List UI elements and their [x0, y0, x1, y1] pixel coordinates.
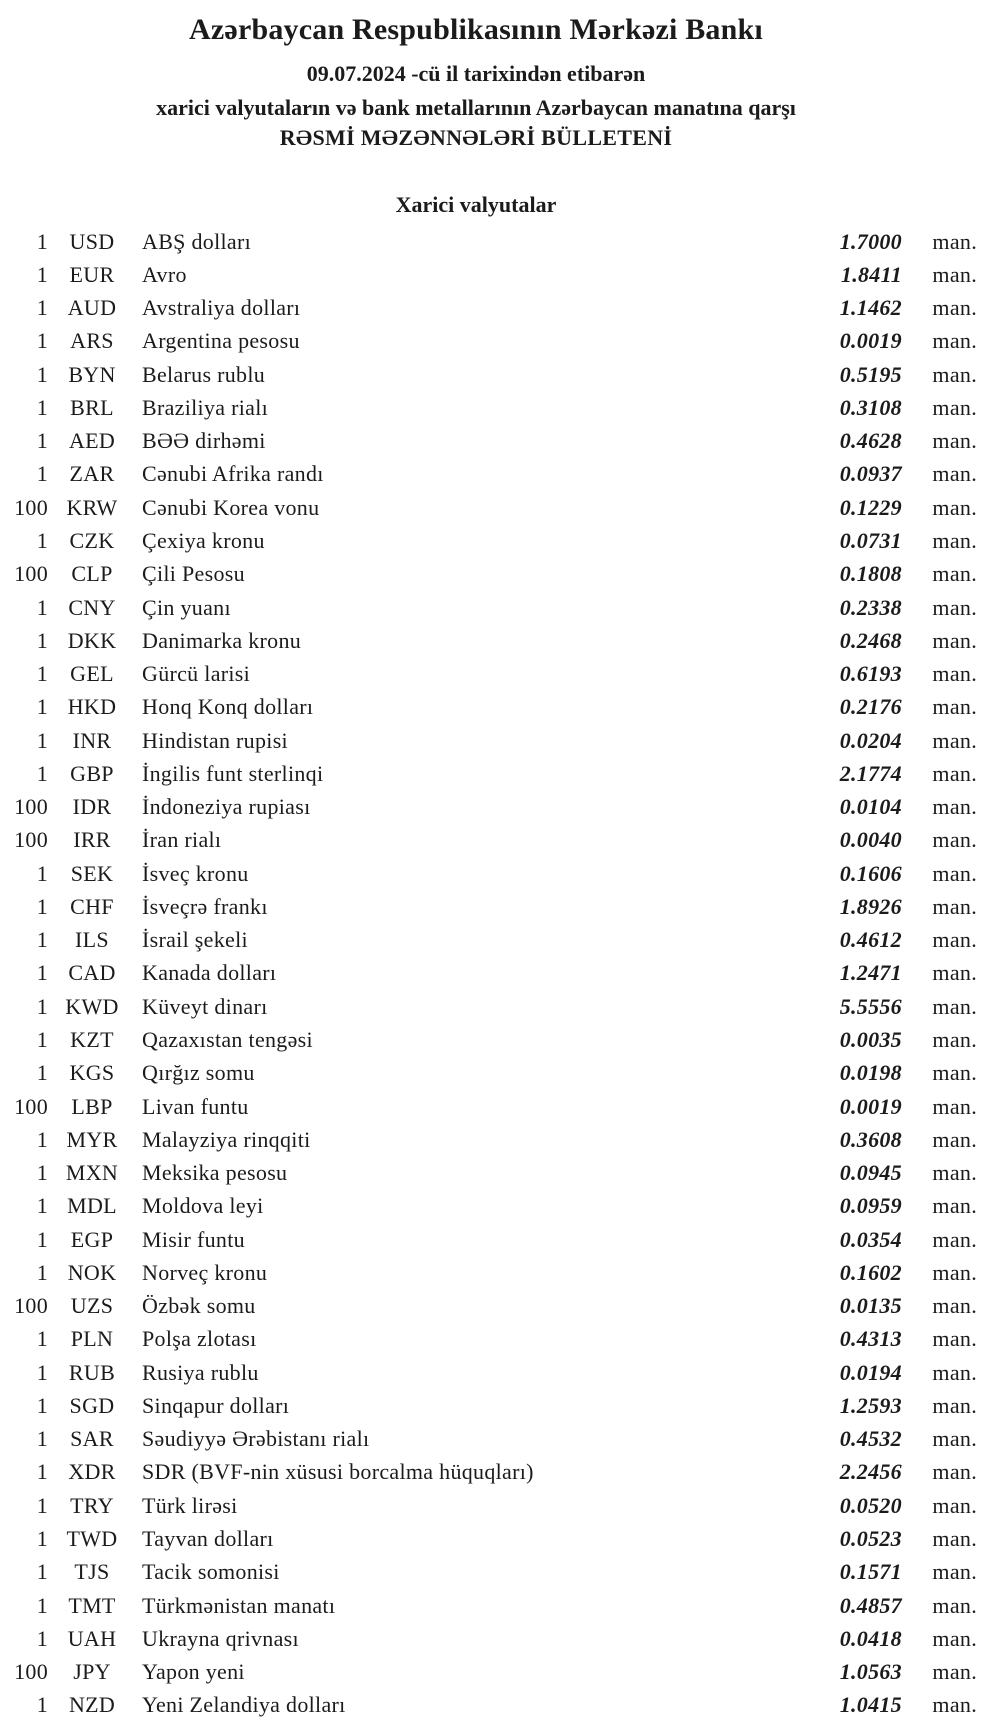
currency-quantity: 1	[36, 760, 48, 786]
currency-quantity: 1	[36, 727, 48, 753]
currency-rate: 0.2468	[839, 627, 902, 653]
currency-name: Çexiya kronu	[142, 528, 265, 554]
currency-row	[0, 491, 977, 524]
currency-quantity: 100	[14, 1659, 48, 1685]
effective-date-line: 09.07.2024 -cü il tarixindən etibarən	[306, 61, 646, 86]
currency-rate: 0.0194	[839, 1359, 902, 1385]
currency-quantity: 1	[36, 1426, 48, 1452]
currency-name: Avstraliya dolları	[142, 295, 301, 321]
currency-code: MXN	[65, 1160, 119, 1186]
currency-quantity: 1	[36, 1392, 48, 1418]
currency-row	[0, 1423, 977, 1456]
currency-code: EUR	[69, 261, 115, 287]
currency-row	[0, 1057, 977, 1090]
currency-rate: 1.2471	[839, 960, 902, 986]
currency-name: Gürcü larisi	[142, 661, 251, 687]
currency-name: ABŞ dolları	[142, 228, 252, 254]
currency-name: Meksika pesosu	[142, 1160, 288, 1186]
currency-rate: 0.0959	[839, 1193, 902, 1219]
currency-quantity: 100	[14, 1293, 48, 1319]
currency-rate: 0.2176	[839, 694, 902, 720]
currency-name: Misir funtu	[142, 1226, 245, 1252]
currency-name: Türk lirəsi	[142, 1492, 238, 1518]
currency-row	[0, 757, 977, 790]
currency-code: TJS	[74, 1559, 110, 1585]
currency-rate: 1.0563	[839, 1659, 902, 1685]
currency-row	[0, 890, 977, 923]
currency-rate: 0.3108	[839, 394, 902, 420]
currency-name: SDR (BVF-nin xüsusi borcalma hüquqları)	[142, 1459, 534, 1485]
currency-rate: 0.0937	[839, 461, 902, 487]
currency-unit: man.	[932, 1559, 977, 1585]
currency-rate: 1.0415	[839, 1692, 902, 1718]
currency-unit: man.	[932, 661, 977, 687]
currency-name: Cənubi Korea vonu	[142, 494, 320, 520]
currency-code: BYN	[68, 361, 116, 387]
currency-rate: 0.0945	[839, 1160, 902, 1186]
currency-row	[0, 1323, 977, 1356]
currency-code: CZK	[69, 528, 115, 554]
currency-name: Honq Konq dolları	[142, 694, 314, 720]
currency-row	[0, 425, 977, 458]
currency-quantity: 1	[36, 328, 48, 354]
currency-code: GBP	[70, 760, 114, 786]
currency-code: GEL	[70, 661, 114, 687]
currency-quantity: 1	[36, 1492, 48, 1518]
currency-code: KGS	[69, 1060, 115, 1086]
currency-code: LBP	[71, 1093, 113, 1119]
currency-quantity: 1	[36, 528, 48, 554]
currency-code: AED	[68, 428, 116, 454]
currency-row	[0, 1389, 977, 1422]
currency-unit: man.	[932, 1592, 977, 1618]
currency-quantity: 1	[36, 627, 48, 653]
currency-rate: 0.2338	[839, 594, 902, 620]
currency-rate: 0.0204	[839, 727, 902, 753]
currency-quantity: 1	[36, 1459, 48, 1485]
currency-code: KZT	[70, 1027, 114, 1052]
currency-unit: man.	[932, 394, 977, 420]
currency-code: KWD	[65, 993, 119, 1019]
currency-code: INR	[72, 727, 112, 753]
currency-row	[0, 824, 977, 857]
currency-name: İsveçrə frankı	[142, 893, 268, 919]
currency-rate: 0.0523	[839, 1525, 902, 1551]
currency-rate: 0.0135	[839, 1293, 902, 1319]
currency-unit: man.	[932, 1692, 977, 1718]
currency-quantity: 1	[36, 594, 48, 620]
currency-rate: 0.3608	[839, 1126, 902, 1152]
currency-unit: man.	[932, 1525, 977, 1551]
currency-row	[0, 691, 977, 724]
currency-row	[0, 957, 977, 990]
currency-row	[0, 1356, 977, 1389]
currency-row	[0, 1256, 977, 1289]
currency-row	[0, 1290, 977, 1323]
currency-rate: 0.1606	[839, 860, 902, 886]
currency-quantity: 1	[36, 428, 48, 454]
currency-quantity: 1	[36, 1625, 48, 1651]
currency-unit: man.	[932, 1293, 977, 1319]
currency-unit: man.	[932, 927, 977, 953]
currency-unit: man.	[932, 893, 977, 919]
currency-name: Livan funtu	[142, 1093, 249, 1119]
currency-rate: 1.1462	[839, 295, 902, 321]
currency-code: ARS	[70, 328, 114, 354]
currency-unit: man.	[932, 1126, 977, 1152]
currency-row	[0, 624, 977, 657]
currency-code: BRL	[70, 394, 114, 420]
currency-code: AUD	[67, 295, 117, 321]
currency-name: Qazaxıstan tengəsi	[142, 1027, 313, 1052]
currency-code: MDL	[67, 1193, 117, 1219]
currency-rate: 0.0019	[839, 1093, 902, 1119]
currency-code: HKD	[67, 694, 117, 720]
currency-row	[0, 1090, 977, 1123]
currency-name: Yeni Zelandiya dolları	[142, 1692, 346, 1718]
currency-unit: man.	[932, 1259, 977, 1285]
currency-rate: 0.0731	[839, 528, 902, 554]
currency-row	[0, 458, 977, 491]
currency-quantity: 1	[36, 1592, 48, 1618]
currency-code: UAH	[67, 1625, 117, 1651]
currency-rate: 1.2593	[839, 1392, 902, 1418]
currency-row	[0, 358, 977, 391]
currency-code: XDR	[68, 1459, 116, 1485]
bulletin-title: RƏSMİ MƏZƏNNƏLƏRİ BÜLLETENİ	[279, 125, 673, 150]
currency-code: KRW	[66, 494, 118, 520]
currency-quantity: 1	[36, 1060, 48, 1086]
currency-unit: man.	[932, 794, 977, 820]
currency-unit: man.	[932, 295, 977, 321]
currency-code: TMT	[68, 1592, 116, 1618]
currency-name: İran rialı	[142, 827, 222, 853]
currency-name: Çin yuanı	[142, 594, 231, 620]
currency-name: İsveç kronu	[142, 860, 249, 886]
currency-unit: man.	[932, 1426, 977, 1452]
currency-unit: man.	[932, 461, 977, 487]
currency-row	[0, 325, 977, 358]
currency-code: USD	[69, 228, 115, 254]
currency-row	[0, 1456, 977, 1489]
currency-name: Belarus rublu	[142, 361, 266, 387]
currency-unit: man.	[932, 827, 977, 853]
currency-row	[0, 591, 977, 624]
currency-code: IRR	[73, 827, 111, 853]
currency-quantity: 1	[36, 461, 48, 487]
currency-code: CLP	[71, 561, 113, 587]
currency-code: SEK	[70, 860, 114, 886]
currency-name: Çili Pesosu	[142, 561, 245, 587]
currency-quantity: 1	[36, 228, 48, 254]
currency-unit: man.	[932, 261, 977, 287]
currency-quantity: 100	[14, 794, 48, 820]
currency-rate: 0.0019	[839, 328, 902, 354]
currency-row	[0, 990, 977, 1023]
currency-name: Özbək somu	[142, 1293, 256, 1319]
currency-quantity: 1	[36, 1259, 48, 1285]
currency-row	[0, 225, 977, 258]
currency-rate: 0.1229	[839, 494, 902, 520]
bulletin-subtitle: xarici valyutaların və bank metallarının Azərbaycan manatına qarşı	[156, 95, 796, 120]
currency-code: EGP	[70, 1226, 114, 1252]
currency-rate: 0.0040	[839, 827, 902, 853]
currency-code: MYR	[66, 1126, 118, 1152]
currency-rate: 0.0198	[839, 1060, 902, 1086]
currency-quantity: 1	[36, 661, 48, 687]
currency-name: Tacik somonisi	[142, 1559, 280, 1585]
currency-quantity: 1	[36, 1359, 48, 1385]
currency-quantity: 1	[36, 1525, 48, 1551]
currency-row	[0, 1190, 977, 1223]
currency-row	[0, 1589, 977, 1622]
currency-name: Avro	[142, 261, 187, 287]
currency-quantity: 1	[36, 694, 48, 720]
currency-rate: 0.0104	[839, 794, 902, 820]
currency-quantity: 1	[36, 1692, 48, 1718]
currency-unit: man.	[932, 594, 977, 620]
currency-name: Cənubi Afrika randı	[142, 461, 324, 487]
currency-unit: man.	[932, 993, 977, 1019]
currency-quantity: 1	[36, 1126, 48, 1152]
currency-quantity: 1	[36, 1160, 48, 1186]
currency-quantity: 100	[14, 827, 48, 853]
currency-code: CHF	[70, 893, 114, 919]
currency-code: CNY	[68, 594, 116, 620]
currency-row	[0, 1223, 977, 1256]
currency-name: Norveç kronu	[142, 1259, 268, 1285]
currency-name: Moldova leyi	[142, 1193, 264, 1219]
currency-rate: 5.5556	[839, 993, 902, 1019]
currency-name: Səudiyyə Ərəbistanı rialı	[142, 1426, 370, 1452]
currency-unit: man.	[932, 1193, 977, 1219]
currency-name: Ukrayna qrivnası	[142, 1625, 299, 1651]
currency-quantity: 1	[36, 893, 48, 919]
currency-unit: man.	[932, 561, 977, 587]
currency-row	[0, 258, 977, 291]
currency-name: Türkmənistan manatı	[142, 1592, 336, 1618]
currency-rate: 0.5195	[839, 361, 902, 387]
currency-name: Hindistan rupisi	[142, 727, 288, 753]
currency-unit: man.	[932, 328, 977, 354]
currency-name: İsrail şekeli	[142, 927, 248, 953]
currency-code: SAR	[70, 1426, 114, 1452]
currency-row	[0, 1489, 977, 1522]
currency-quantity: 100	[14, 494, 48, 520]
currency-code: UZS	[70, 1293, 114, 1319]
currency-rate: 2.2456	[839, 1459, 902, 1485]
currency-unit: man.	[932, 1459, 977, 1485]
currency-unit: man.	[932, 860, 977, 886]
currency-code: SGD	[69, 1392, 115, 1418]
currency-row	[0, 1556, 977, 1589]
currency-row	[0, 1622, 977, 1655]
currency-rate: 0.0520	[839, 1492, 902, 1518]
currency-row	[0, 292, 977, 325]
currency-quantity: 1	[36, 993, 48, 1019]
currency-row	[0, 1655, 977, 1688]
currency-unit: man.	[932, 494, 977, 520]
currency-row	[0, 391, 977, 424]
currency-name: İngilis funt sterlinqi	[142, 760, 324, 786]
currency-code: ZAR	[69, 461, 115, 487]
currency-name: Küveyt dinarı	[142, 993, 268, 1019]
currency-quantity: 1	[36, 1326, 48, 1352]
currency-unit: man.	[932, 361, 977, 387]
currency-unit: man.	[932, 1160, 977, 1186]
currency-unit: man.	[932, 428, 977, 454]
currency-rate: 0.4857	[839, 1592, 902, 1618]
document-header	[0, 12, 952, 152]
currency-unit: man.	[932, 1093, 977, 1119]
currency-unit: man.	[932, 627, 977, 653]
currency-row	[0, 1156, 977, 1189]
currency-unit: man.	[932, 228, 977, 254]
currency-rate: 1.7000	[839, 228, 902, 254]
currency-unit: man.	[932, 1625, 977, 1651]
currency-rate: 0.4612	[839, 927, 902, 953]
currency-code: NZD	[68, 1692, 116, 1718]
currency-unit: man.	[932, 1392, 977, 1418]
section-title-foreign-currencies: Xarici valyutalar	[395, 192, 557, 217]
currency-row	[0, 924, 977, 957]
currency-quantity: 1	[36, 1226, 48, 1252]
currency-row	[0, 857, 977, 890]
currency-row	[0, 791, 977, 824]
currency-unit: man.	[932, 1326, 977, 1352]
currency-rate: 0.4313	[839, 1326, 902, 1352]
currency-unit: man.	[932, 960, 977, 986]
currency-unit: man.	[932, 727, 977, 753]
currency-rate: 0.0354	[839, 1226, 902, 1252]
currency-name: İndoneziya rupiası	[142, 794, 311, 820]
currency-quantity: 1	[36, 295, 48, 321]
currency-unit: man.	[932, 1659, 977, 1685]
currency-unit: man.	[932, 1027, 977, 1052]
currency-quantity: 1	[36, 1193, 48, 1219]
currency-code: TRY	[70, 1492, 114, 1518]
currency-quantity: 1	[36, 927, 48, 953]
currency-quantity: 1	[36, 1027, 48, 1052]
currency-rate: 2.1774	[839, 760, 902, 786]
exchange-rates-table	[0, 225, 977, 1722]
currency-rate: 0.6193	[839, 661, 902, 687]
currency-rate: 1.8926	[839, 893, 902, 919]
currency-rate: 0.0418	[839, 1625, 902, 1651]
currency-row	[0, 558, 977, 591]
currency-quantity: 1	[36, 394, 48, 420]
currency-row	[0, 524, 977, 557]
currency-code: DKK	[67, 627, 117, 653]
currency-name: BƏƏ dirhəmi	[142, 428, 266, 454]
currency-quantity: 1	[36, 860, 48, 886]
currency-row	[0, 1522, 977, 1555]
currency-quantity: 100	[14, 1093, 48, 1119]
currency-unit: man.	[932, 1060, 977, 1086]
currency-name: Malayziya rinqqiti	[142, 1126, 311, 1152]
currency-unit: man.	[932, 1492, 977, 1518]
currency-code: RUB	[68, 1359, 116, 1385]
currency-name: Tayvan dolları	[142, 1525, 274, 1551]
currency-row	[0, 1023, 977, 1056]
currency-rate: 0.1571	[839, 1559, 902, 1585]
currency-name: Yapon yeni	[142, 1659, 245, 1685]
currency-quantity: 1	[36, 361, 48, 387]
currency-rate: 1.8411	[840, 261, 902, 287]
currency-name: Polşa zlotası	[142, 1326, 257, 1352]
currency-rate: 0.1808	[839, 561, 902, 587]
currency-unit: man.	[932, 1359, 977, 1385]
currency-code: TWD	[66, 1525, 118, 1551]
currency-quantity: 1	[36, 1559, 48, 1585]
currency-quantity: 1	[36, 960, 48, 986]
currency-rate: 0.1602	[839, 1259, 902, 1285]
currency-name: Braziliya rialı	[142, 394, 269, 420]
currency-rate: 0.0035	[839, 1027, 902, 1052]
currency-code: NOK	[67, 1259, 117, 1285]
currency-quantity: 100	[14, 561, 48, 587]
currency-row	[0, 1689, 977, 1722]
currency-name: Qırğız somu	[142, 1060, 255, 1086]
currency-name: Danimarka kronu	[142, 627, 302, 653]
currency-name: Rusiya rublu	[142, 1359, 259, 1385]
currency-code: PLN	[70, 1326, 114, 1352]
currency-name: Sinqapur dolları	[142, 1392, 290, 1418]
currency-name: Argentina pesosu	[142, 328, 300, 354]
currency-code: IDR	[72, 794, 112, 820]
currency-unit: man.	[932, 694, 977, 720]
currency-row	[0, 657, 977, 690]
currency-row	[0, 724, 977, 757]
currency-code: ILS	[75, 927, 109, 953]
currency-code: CAD	[68, 960, 116, 986]
currency-quantity: 1	[36, 261, 48, 287]
currency-unit: man.	[932, 528, 977, 554]
currency-row	[0, 1123, 977, 1156]
currency-rate: 0.4628	[839, 428, 902, 454]
currency-unit: man.	[932, 760, 977, 786]
bank-name-title: Azərbaycan Respublikasının Mərkəzi Bankı	[189, 13, 763, 46]
currency-code: JPY	[73, 1659, 111, 1685]
currency-unit: man.	[932, 1226, 977, 1252]
currency-rate: 0.4532	[839, 1426, 902, 1452]
currency-name: Kanada dolları	[142, 960, 277, 986]
